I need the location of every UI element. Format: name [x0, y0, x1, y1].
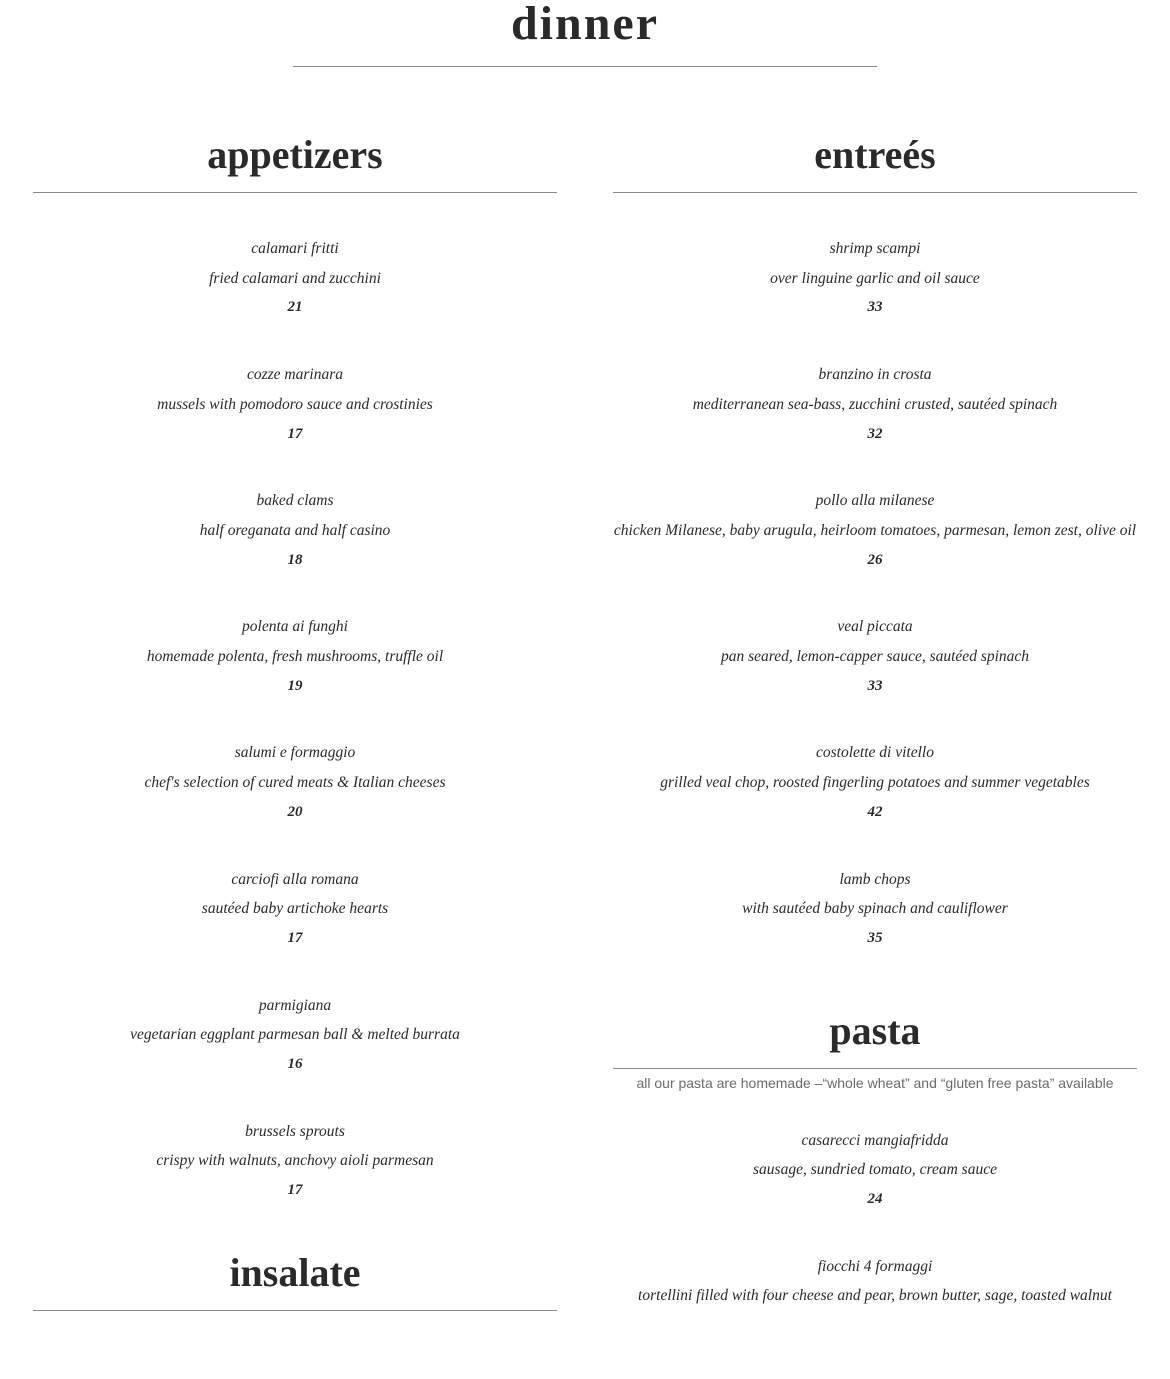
item-name: parmigiana — [258, 996, 332, 1014]
item-name: carciofi alla romana — [231, 870, 359, 888]
menu-item — [33, 234, 557, 323]
menu-item — [613, 738, 1137, 827]
appetizers-heading: appetizers — [207, 132, 383, 177]
right-column — [613, 128, 1137, 1348]
item-description: homemade polenta, fresh mushrooms, truffle oil — [146, 648, 444, 666]
item-price: 33 — [867, 677, 883, 694]
appetizers-divider — [33, 192, 557, 193]
entrees-heading: entreés — [814, 132, 936, 177]
item-name: costolette di vitello — [816, 744, 934, 762]
insalate-section — [33, 1246, 557, 1311]
entrees-divider — [613, 192, 1137, 193]
menu-item — [613, 612, 1137, 701]
item-description: sausage, sundried tomato, cream sauce — [753, 1161, 997, 1179]
menu-item — [613, 1252, 1137, 1311]
item-description: mussels with pomodoro sauce and crostinies — [157, 395, 433, 413]
entrees-section — [613, 128, 1137, 954]
item-name: pollo alla milanese — [815, 492, 935, 510]
appetizers-list — [33, 234, 557, 1206]
item-name: shrimp scampi — [829, 240, 921, 257]
item-price: 21 — [287, 299, 303, 316]
menu-item — [33, 486, 557, 575]
pasta-list — [613, 1126, 1137, 1312]
item-price: 20 — [287, 803, 303, 820]
item-description: grilled veal chop, roosted fingerling potatoes and summer vegetables — [660, 774, 1090, 792]
item-name: salumi e formaggio — [234, 744, 356, 762]
insalate-heading: insalate — [229, 1249, 361, 1295]
item-description: crispy with walnuts, anchovy aioli parmesan — [156, 1152, 434, 1170]
insalate-divider — [33, 1310, 557, 1311]
menu-item — [613, 234, 1137, 323]
item-description: mediterranean sea-bass, zucchini crusted, sautéed spinach — [692, 395, 1058, 413]
item-name: polenta ai funghi — [242, 618, 348, 636]
item-price: 17 — [287, 425, 303, 442]
item-description: half oreganata and half casino — [199, 521, 391, 539]
menu-item — [33, 865, 557, 954]
pasta-heading: pasta — [829, 1007, 921, 1053]
item-price: 35 — [867, 929, 883, 946]
menu-item — [613, 1126, 1137, 1215]
pasta-section — [613, 1004, 1137, 1312]
menu-item — [33, 738, 557, 827]
item-description: tortellini filled with four cheese and pear, brown butter, sage, toasted walnut — [638, 1287, 1112, 1305]
item-name: lamb chops — [839, 870, 911, 888]
item-name: baked clams — [256, 492, 334, 510]
left-column — [33, 128, 557, 1311]
menu-item — [613, 486, 1137, 575]
menu-item — [33, 991, 557, 1080]
item-price: 24 — [867, 1191, 883, 1208]
item-name: branzino in crosta — [818, 366, 932, 384]
page-title: dinner — [510, 0, 660, 50]
item-price: 17 — [287, 929, 303, 946]
item-description: with sautéed baby spinach and cauliflower — [742, 900, 1008, 918]
item-price: 17 — [287, 1182, 303, 1199]
appetizers-section — [33, 128, 557, 1206]
item-name: fiocchi 4 formaggi — [817, 1257, 933, 1275]
entrees-list — [613, 234, 1137, 954]
item-description: chicken Milanese, baby arugula, heirloom tomatoes, parmesan, lemon zest, olive oil — [613, 521, 1137, 539]
item-description: chef's selection of cured meats & Italian cheeses — [144, 774, 446, 792]
item-description: over linguine garlic and oil sauce — [770, 269, 980, 287]
item-description: pan seared, lemon-capper sauce, sautéed spinach — [720, 648, 1030, 666]
item-price: 18 — [287, 551, 303, 568]
pasta-divider — [613, 1068, 1137, 1069]
item-price: 16 — [287, 1056, 303, 1073]
item-name: casarecci mangiafridda — [801, 1131, 949, 1149]
menu-item — [613, 865, 1137, 954]
menu-item — [33, 1117, 557, 1206]
item-name: calamari fritti — [251, 240, 339, 257]
item-price: 26 — [867, 551, 883, 568]
title-divider — [293, 66, 877, 67]
item-description: sautéed baby artichoke hearts — [201, 900, 389, 918]
item-description: vegetarian eggplant parmesan ball & melted burrata — [130, 1026, 460, 1044]
menu-item — [33, 612, 557, 701]
menu-item — [33, 360, 557, 449]
item-price: 32 — [867, 425, 883, 442]
item-name: veal piccata — [837, 618, 913, 636]
item-price: 33 — [867, 299, 883, 316]
item-price: 42 — [867, 803, 883, 820]
item-name: brussels sprouts — [245, 1122, 345, 1140]
item-name: cozze marinara — [246, 366, 343, 384]
menu-item — [613, 360, 1137, 449]
pasta-note: all our pasta are homemade –“whole wheat” and “gluten free pasta” available — [636, 1074, 1114, 1091]
item-price: 19 — [287, 677, 303, 694]
item-description: fried calamari and zucchini — [209, 269, 381, 287]
